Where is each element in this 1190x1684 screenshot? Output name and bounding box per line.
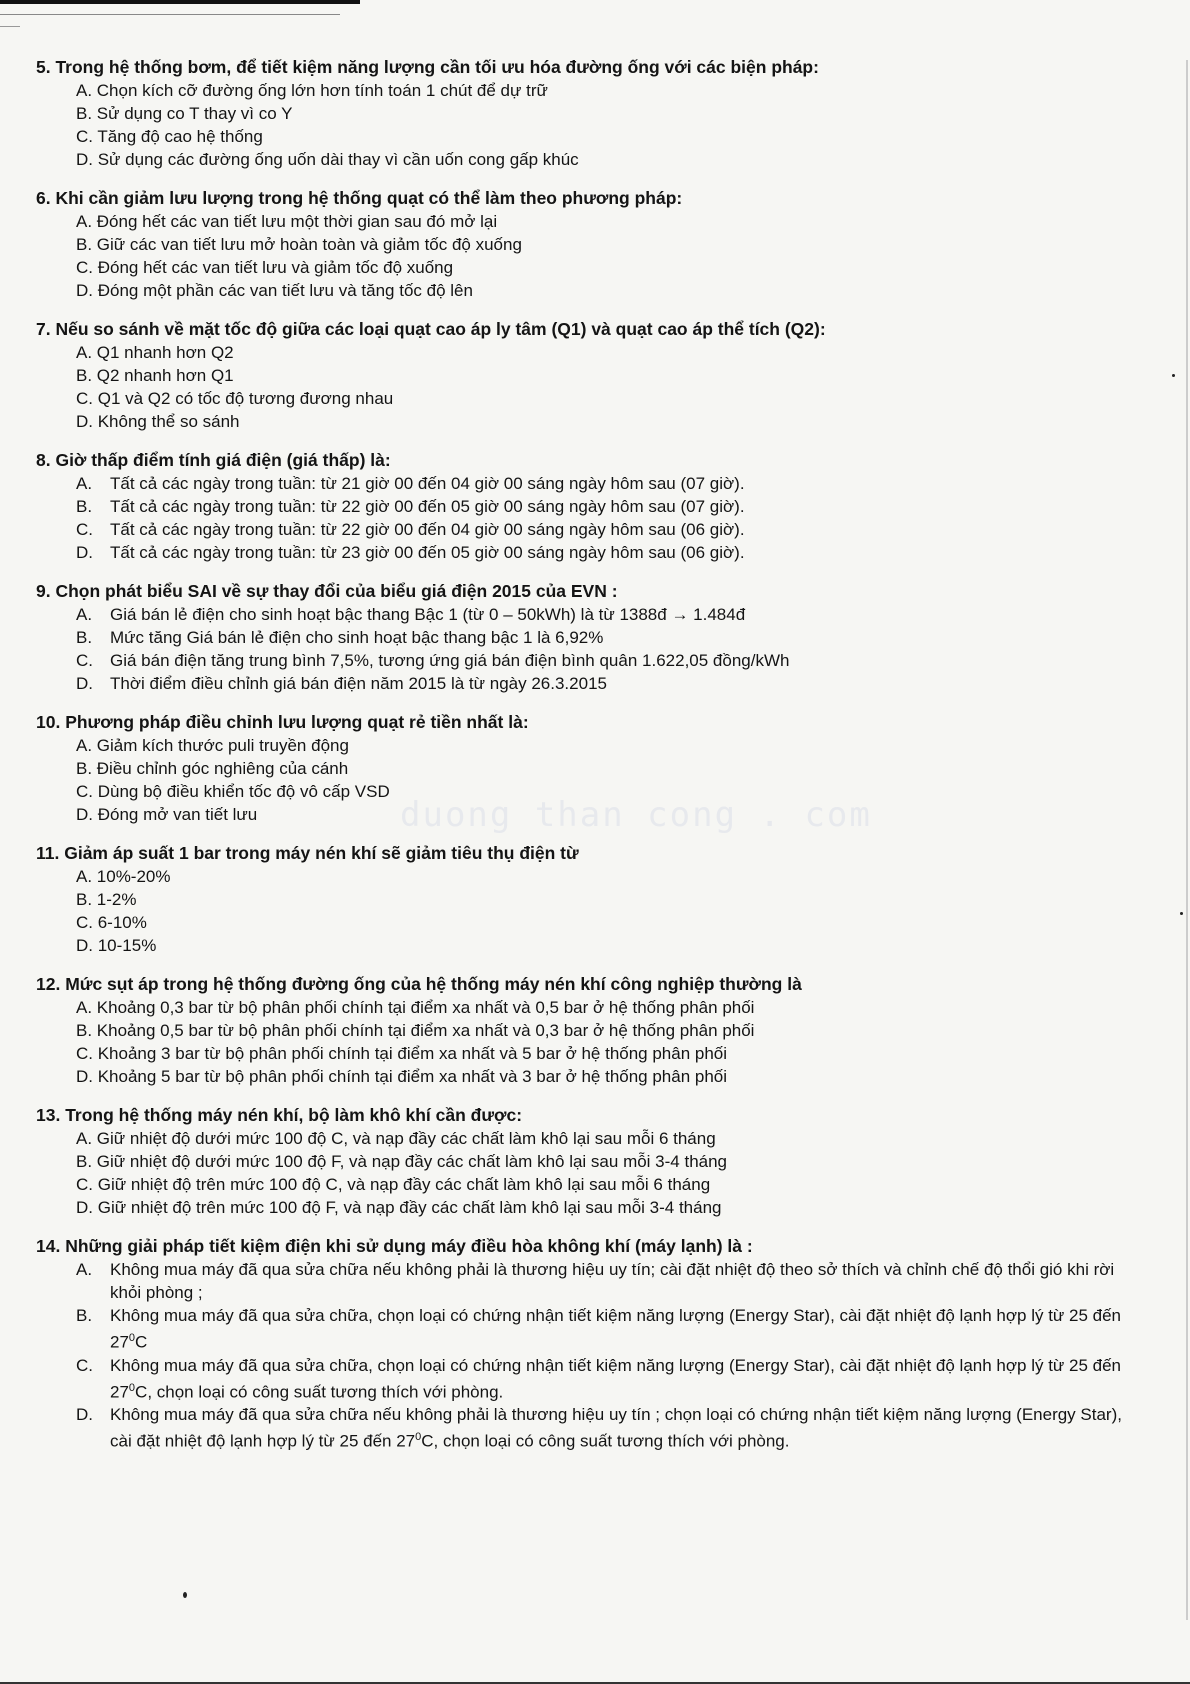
option-letter: B. [76,497,93,516]
option-text-tail: C [135,1332,148,1352]
question-13 [36,1104,1126,1219]
option-c: C. Giữ nhiệt độ trên mức 100 độ C, và nạp đầy các chất làm khô lại sau mỗi 6 tháng [76,1175,711,1194]
question-8 [36,449,1126,564]
option-text [110,1403,1126,1453]
question-6 [36,187,1126,302]
option-letter: C. [76,520,93,539]
option-d [76,1403,1126,1453]
question-title: 13. Trong hệ thống máy nén khí, bộ làm khô khí cần được: [36,1105,523,1125]
option-text-main: Không mua máy đã qua sửa chữa nếu không phải là thương hiệu uy tín ; chọn loại có chứng nhận tiết kiệm năng lượng (Energy Star), cài đặt nhiệt độ lạnh hợp lý từ 25 đến 27 [110,1405,1122,1451]
option-text: Thời điểm điều chỉnh giá bán điện năm 2015 là từ ngày 26.3.2015 [110,674,607,693]
option-d: D. Đóng một phần các van tiết lưu và tăng tốc độ lên [76,281,473,300]
option-b [76,495,1126,518]
option-b: B. Q2 nhanh hơn Q1 [76,366,234,385]
question-title: 7. Nếu so sánh về mặt tốc độ giữa các loại quạt cao áp ly tâm (Q1) và quạt cao áp thể tích (Q2): [36,319,826,339]
option-text: Giá bán lẻ điện cho sinh hoạt bậc thang Bậc 1 (từ 0 – 50kWh) là từ 1388đ → 1.484đ [110,605,746,624]
option-a: A. Q1 nhanh hơn Q2 [76,343,234,362]
question-title: 14. Những giải pháp tiết kiệm điện khi sử dụng máy điều hòa không khí (máy lạnh) là : [36,1236,753,1256]
question-12 [36,973,1126,1088]
option-text: Tất cả các ngày trong tuần: từ 22 giờ 00 đến 05 giờ 00 sáng ngày hôm sau (07 giờ). [110,497,745,516]
option-letter: A. [76,1260,93,1279]
option-text: Tất cả các ngày trong tuần: từ 22 giờ 00 đến 04 giờ 00 sáng ngày hôm sau (06 giờ). [110,520,745,539]
scan-speck [1180,912,1183,915]
option-b [76,1304,1126,1354]
option-d: D. 10-15% [76,936,157,955]
top-scan-rule-thin [0,14,340,15]
option-d [76,541,1126,564]
option-text-tail: C, chọn loại có công suất tương thích với phòng. [135,1382,504,1402]
option-text: Mức tăng Giá bán lẻ điện cho sinh hoạt bậc thang bậc 1 là 6,92% [110,628,604,647]
option-a [76,603,1126,626]
option-c: C. Dùng bộ điều khiển tốc độ vô cấp VSD [76,782,390,801]
question-title: 11. Giảm áp suất 1 bar trong máy nén khí sẽ giảm tiêu thụ điện từ [36,843,579,863]
option-c: C. Khoảng 3 bar từ bộ phân phối chính tại điểm xa nhất và 5 bar ở hệ thống phân phối [76,1044,728,1063]
option-letter: D. [76,543,93,562]
right-scan-edge [1186,60,1188,1620]
option-a: A. 10%-20% [76,867,171,886]
option-b: B. Sử dụng co T thay vì co Y [76,104,293,123]
question-title: 5. Trong hệ thống bơm, để tiết kiệm năng lượng cần tối ưu hóa đường ống với các biện pháp: [36,57,819,77]
question-title: 10. Phương pháp điều chỉnh lưu lượng quạt rẻ tiền nhất là: [36,712,529,732]
question-list [36,56,1126,1469]
option-c: C. 6-10% [76,913,147,932]
option-a [76,472,1126,495]
option-a: A. Giữ nhiệt độ dưới mức 100 độ C, và nạp đầy các chất làm khô lại sau mỗi 6 tháng [76,1129,716,1148]
option-a: A. Đóng hết các van tiết lưu một thời gian sau đó mở lại [76,212,498,231]
watermark: duong than cong . com [400,795,872,835]
question-9 [36,580,1126,695]
option-c: C. Đóng hết các van tiết lưu và giảm tốc độ xuống [76,258,454,277]
option-letter: B. [76,1306,93,1325]
option-d: D. Đóng mở van tiết lưu [76,805,258,824]
option-c [76,518,1126,541]
option-c [76,1354,1126,1404]
scan-speck [1172,374,1175,377]
question-title: 9. Chọn phát biểu SAI về sự thay đổi của biểu giá điện 2015 của EVN : [36,581,618,601]
option-letter: B. [76,628,93,647]
option-letter: C. [76,1355,93,1375]
question-title: 6. Khi cần giảm lưu lượng trong hệ thống quạt có thể làm theo phương pháp: [36,188,683,208]
option-a [76,1258,1126,1304]
option-text: Tất cả các ngày trong tuần: từ 23 giờ 00 đến 05 giờ 00 sáng ngày hôm sau (06 giờ). [110,543,745,562]
option-d: D. Khoảng 5 bar từ bộ phân phối chính tại điểm xa nhất và 3 bar ở hệ thống phân phối [76,1067,728,1086]
option-letter: A. [76,474,93,493]
option-text-main: Không mua máy đã qua sửa chữa, chọn loại có chứng nhận tiết kiệm năng lượng (Energy Star), cài đặt nhiệt độ lạnh hợp lý từ 25 đến 27 [110,1355,1122,1402]
option-b: B. Giữ nhiệt độ dưới mức 100 độ F, và nạp đầy các chất làm khô lại sau mỗi 3-4 tháng [76,1152,728,1171]
option-letter: D. [76,1405,93,1425]
top-scan-mark [0,26,20,27]
question-7 [36,318,1126,433]
option-b: B. 1-2% [76,890,137,909]
option-b: B. Khoảng 0,5 bar từ bộ phân phối chính tại điểm xa nhất và 0,3 bar ở hệ thống phân phối [76,1021,755,1040]
option-text-tail: C, chọn loại có công suất tương thích với phòng. [421,1431,790,1451]
option-b [76,626,1126,649]
option-d: D. Giữ nhiệt độ trên mức 100 độ F, và nạp đầy các chất làm khô lại sau mỗi 3-4 tháng [76,1198,722,1217]
option-letter: A. [76,605,93,624]
option-text [110,1354,1126,1404]
option-text: Giá bán điện tăng trung bình 7,5%, tương ứng giá bán điện bình quân 1.622,05 đồng/kWh [110,651,790,670]
question-10 [36,711,1126,826]
option-text: Không mua máy đã qua sửa chữa nếu không phải là thương hiệu uy tín; cài đặt nhiệt độ theo sở thích và chỉnh chế độ thổi gió khi rời khỏi phòng ; [110,1260,1115,1302]
option-b: B. Giữ các van tiết lưu mở hoàn toàn và giảm tốc độ xuống [76,235,522,254]
option-b: B. Điều chỉnh góc nghiêng của cánh [76,759,349,778]
option-text [110,1304,1126,1354]
question-title: 12. Mức sụt áp trong hệ thống đường ống của hệ thống máy nén khí công nghiệp thường là [36,974,802,994]
option-d: D. Sử dụng các đường ống uốn dài thay vì cần uốn cong gấp khúc [76,150,579,169]
option-c: C. Q1 và Q2 có tốc độ tương đương nhau [76,389,394,408]
top-scan-rule [0,0,360,4]
option-text: Tất cả các ngày trong tuần: từ 21 giờ 00 đến 04 giờ 00 sáng ngày hôm sau (07 giờ). [110,474,745,493]
option-letter: C. [76,651,93,670]
option-a: A. Chọn kích cỡ đường ống lớn hơn tính toán 1 chút để dự trữ [76,81,548,100]
degree-superscript: 0 [128,1381,136,1394]
question-title: 8. Giờ thấp điểm tính giá điện (giá thấp) là: [36,450,391,470]
option-a: A. Khoảng 0,3 bar từ bộ phân phối chính tại điểm xa nhất và 0,5 bar ở hệ thống phân phối [76,998,755,1017]
option-text-main: Không mua máy đã qua sửa chữa, chọn loại có chứng nhận tiết kiệm năng lượng (Energy Star), cài đặt nhiệt độ lạnh hợp lý từ 25 đến 27 [110,1306,1122,1352]
degree-superscript: 0 [415,1431,422,1444]
question-5 [36,56,1126,171]
option-d [76,672,1126,695]
scan-speck [183,1592,187,1598]
option-letter: D. [76,674,93,693]
question-11 [36,842,1126,957]
option-a: A. Giảm kích thước puli truyền động [76,736,349,755]
degree-superscript: 0 [128,1332,136,1344]
option-d: D. Không thể so sánh [76,412,240,431]
question-14 [36,1235,1126,1453]
option-c [76,649,1126,672]
option-c: C. Tăng độ cao hệ thống [76,127,263,146]
